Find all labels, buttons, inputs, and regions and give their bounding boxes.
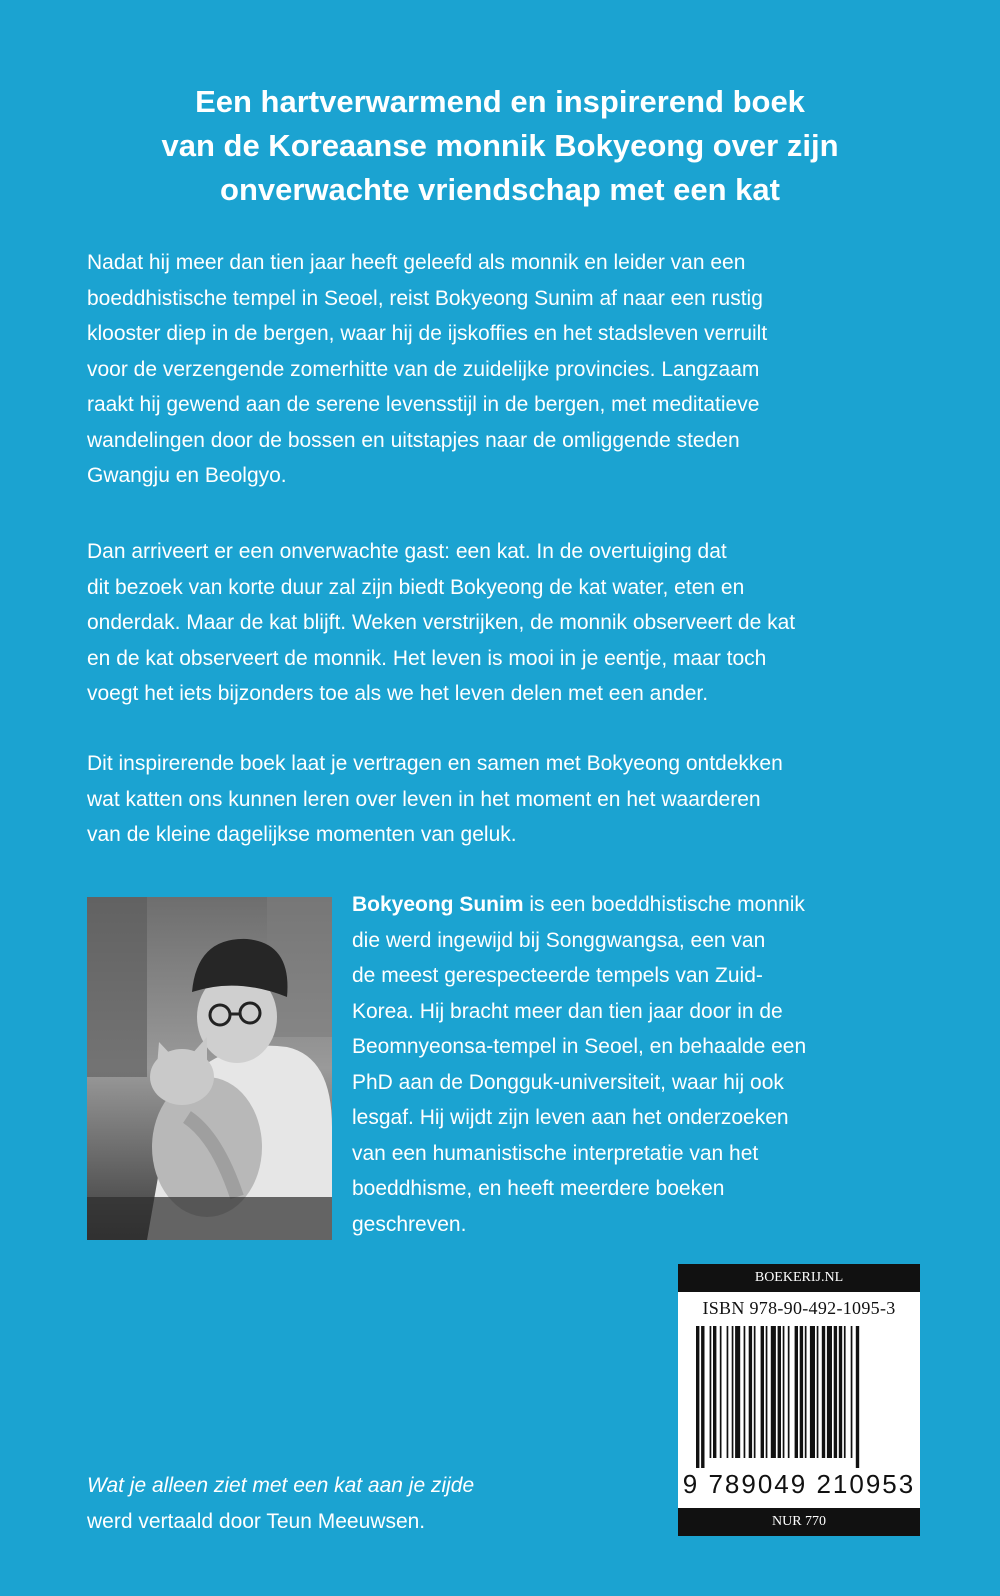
blurb-line: wandelingen door de bossen en uitstapjes naar de omliggende steden: [87, 428, 740, 452]
nur-label: NUR 770: [678, 1508, 920, 1536]
bio-line: PhD aan de Dongguk-universiteit, waar hij ook: [352, 1070, 784, 1094]
barcode-bar: [788, 1326, 790, 1458]
barcode-bar: [713, 1326, 716, 1458]
blurb-paragraph-2: [87, 534, 887, 712]
barcode-panel: [678, 1264, 920, 1536]
blurb-line: Gwangju en Beolgyo.: [87, 464, 287, 487]
barcode-bar: [800, 1326, 803, 1458]
bio-line: boeddhisme, en heeft meerdere boeken: [352, 1177, 725, 1200]
barcode-bar: [817, 1326, 819, 1458]
barcode-bar: [822, 1326, 825, 1458]
barcode-bar: [844, 1326, 846, 1458]
barcode-bar: [761, 1326, 764, 1458]
bio-line: lesgaf. Hij wijdt zijn leven aan het onderzoeken: [352, 1106, 789, 1129]
blurb-line: Dit inspirerende boek laat je vertragen en samen met Bokyeong ontdekken: [87, 752, 783, 775]
blurb-line: onderdak. Maar de kat blijft. Weken verstrijken, de monnik observeert de kat: [87, 611, 796, 634]
author-bio: [352, 887, 912, 1242]
bio-line: Korea. Hij bracht meer dan tien jaar door in de: [352, 999, 783, 1023]
barcode-bar: [735, 1326, 740, 1458]
bio-line: is een boeddhistische monnik: [523, 893, 805, 916]
bio-line: die werd ingewijd bij Songgwangsa, een van: [352, 928, 766, 952]
barcode-bar: [749, 1326, 752, 1458]
barcode-bar: [856, 1326, 859, 1468]
blurb-line: klooster diep in de bergen, waar hij de ijskoffies en het stadsleven verruilt: [87, 322, 768, 345]
barcode-bar: [795, 1326, 798, 1458]
publisher-label: BOEKERIJ.NL: [678, 1264, 920, 1292]
book-title: Wat je alleen ziet met een kat aan je zijde: [87, 1474, 475, 1497]
barcode-bar: [732, 1326, 734, 1458]
blurb-line: Dan arriveert er een onverwachte gast: een kat. In de overtuiging dat: [87, 540, 727, 563]
blurb-line: voor de verzengende zomerhitte van de zuidelijke provincies. Langzaam: [87, 357, 760, 381]
headline-line: van de Koreaanse monnik Bokyeong over zijn: [161, 128, 839, 163]
blurb-paragraph-3: [87, 746, 887, 853]
translation-credit: [87, 1468, 647, 1540]
barcode-bar: [827, 1326, 832, 1458]
barcode-bar: [851, 1326, 853, 1458]
blurb-line: wat katten ons kunnen leren over leven in het moment en het waarderen: [87, 787, 761, 811]
headline-line: Een hartverwarmend en inspirerend boek: [195, 84, 805, 119]
bio-line: de meest gerespecteerde tempels van Zuid-: [352, 964, 763, 987]
blurb-line: boeddhistische tempel in Seoel, reist Bokyeong Sunim af naar een rustig: [87, 286, 763, 310]
blurb-paragraph-1: [87, 245, 887, 494]
bio-line: Beomnyeonsa-tempel in Seoel, en behaalde een: [352, 1035, 807, 1058]
barcode-icon: [696, 1326, 902, 1468]
blurb-line: en de kat observeert de monnik. Het leven is mooi in je eentje, maar toch: [87, 646, 767, 670]
barcode-bar: [771, 1326, 776, 1458]
ean-number: 9 789049 210953: [682, 1469, 916, 1499]
author-photo: [87, 897, 332, 1240]
headline: [60, 80, 940, 212]
blurb-line: dit bezoek van korte duur zal zijn biedt Bokyeong de kat water, eten en: [87, 575, 745, 599]
barcode-bar: [839, 1326, 842, 1458]
barcode-bar: [778, 1326, 781, 1458]
barcode-bar: [701, 1326, 704, 1468]
barcode-bar: [720, 1326, 722, 1458]
blurb-line: van de kleine dagelijkse momenten van geluk.: [87, 823, 517, 846]
barcode-bar: [710, 1326, 712, 1458]
blurb-line: voegt het iets bijzonders toe als we het leven delen met een ander.: [87, 682, 709, 705]
barcode-bar: [744, 1326, 746, 1458]
author-name: Bokyeong Sunim: [352, 893, 524, 916]
barcode-bar: [805, 1326, 807, 1458]
headline-line: onverwachte vriendschap met een kat: [220, 172, 780, 207]
isbn-label: ISBN 978-90-492-1095-3: [702, 1298, 896, 1318]
translator-line: werd vertaald door Teun Meeuwsen.: [87, 1510, 426, 1533]
bio-line: van een humanistische interpretatie van het: [352, 1141, 759, 1165]
bio-line: geschreven.: [352, 1212, 467, 1236]
barcode-bar: [834, 1326, 837, 1458]
barcode-bar: [696, 1326, 699, 1468]
barcode-bar: [766, 1326, 768, 1458]
barcode-bar: [754, 1326, 756, 1458]
blurb-line: raakt hij gewend aan de serene levensstijl in de bergen, met meditatieve: [87, 393, 760, 416]
bio-first-line: [352, 887, 912, 923]
barcode-bar: [727, 1326, 729, 1458]
barcode-bar: [783, 1326, 785, 1458]
barcode-bar: [810, 1326, 815, 1458]
blurb-line: Nadat hij meer dan tien jaar heeft geleefd als monnik en leider van een: [87, 251, 746, 274]
